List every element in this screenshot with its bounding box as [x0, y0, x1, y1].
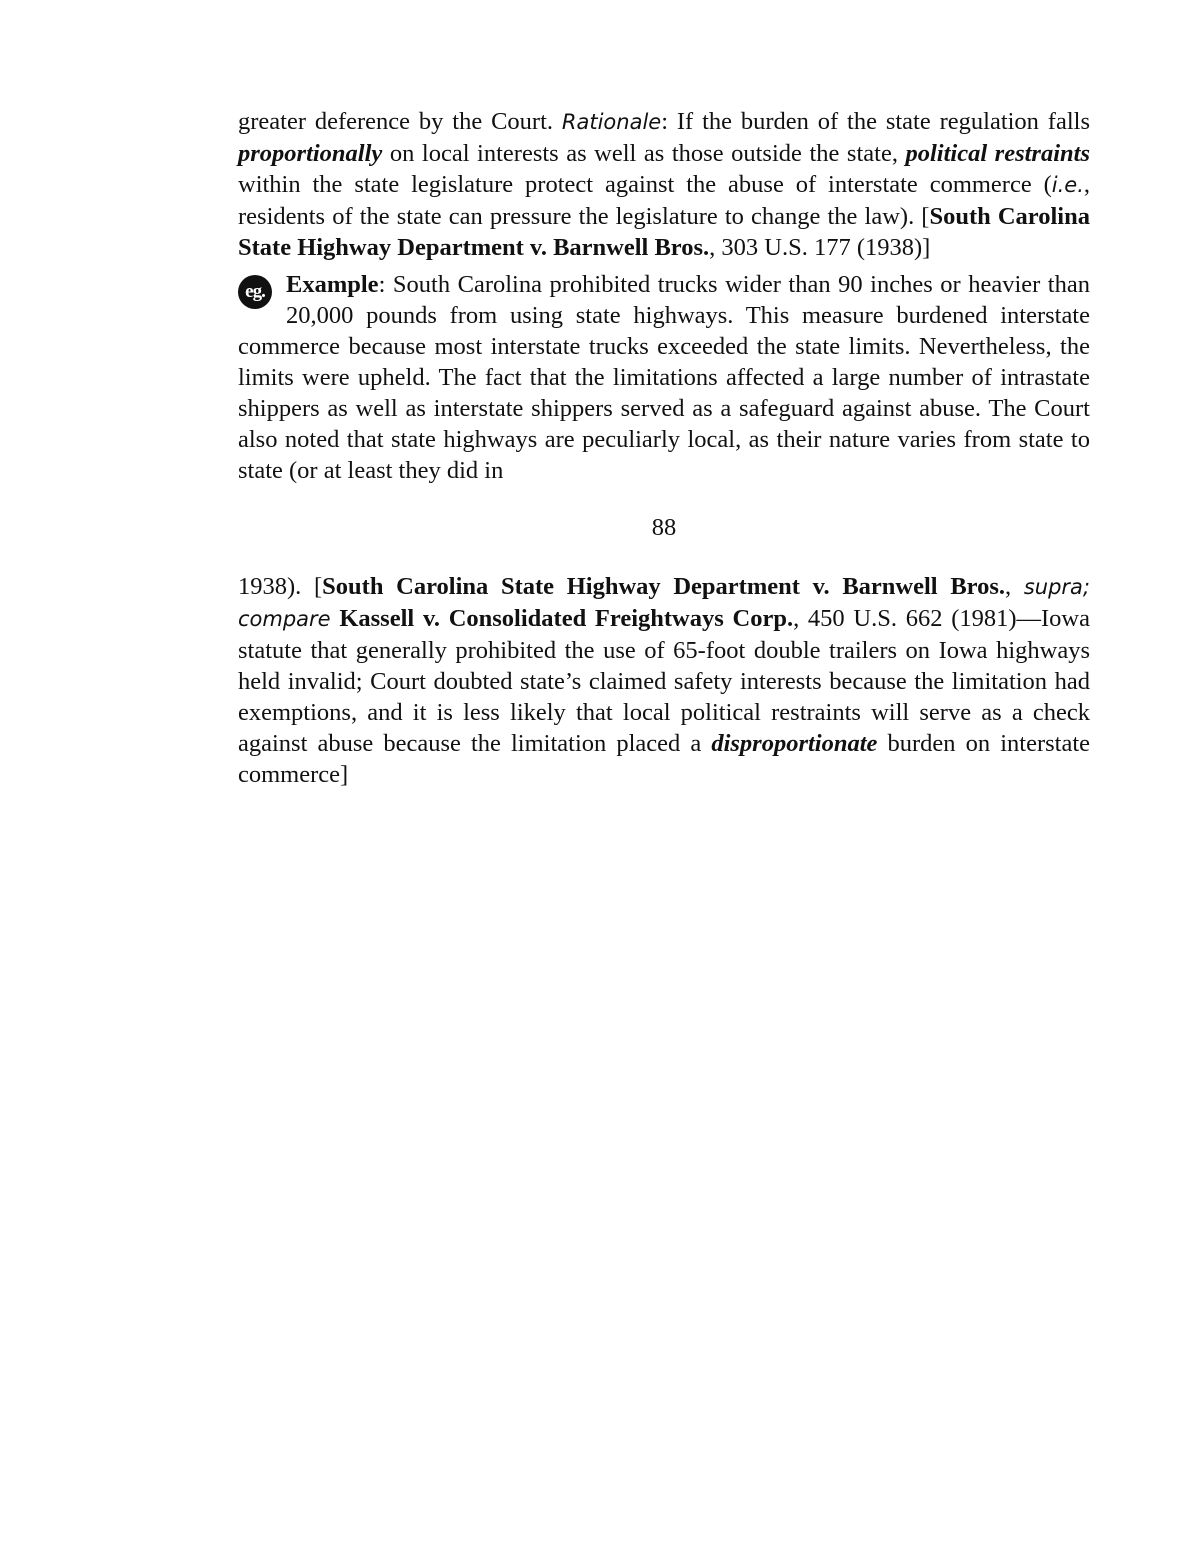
continuation-paragraph: [238, 571, 1090, 790]
text-run: , 303 U.S. 177 (1938)]: [709, 234, 931, 261]
example-text: : South Carolina prohibited trucks wider than 90 inches or heavier than 20,000 pounds from using state highways. This measure burdened interstate commerce because most interstate trucks exceeded the state limits. Nevertheless, the limits were upheld. The fact that the limitations affected a large number of intrastate shippers as well as interstate shippers served as a safeguard against abuse. The Court also noted that state highways are peculiarly local, as their nature varies from state to state (or at least they did in: [238, 271, 1090, 484]
text-run: on local interests as well as those outside the state,: [382, 140, 906, 167]
example-label: Example: [286, 271, 379, 298]
text-run: within the state legislature protect against the abuse of interstate commerce (: [238, 171, 1052, 198]
text-run: burden on interstate commerce]: [238, 730, 1091, 788]
text-run: 1938). [: [238, 573, 323, 600]
text-run: , residents of the state can pressure the legislature to change the law). [: [238, 171, 1090, 230]
case-citation-kassell: Kassell v. Consolidated Freightways Corp.: [339, 605, 794, 632]
emphasis-proportionally: proportionally: [238, 140, 383, 167]
rationale-paragraph: [238, 106, 1090, 263]
text-run: ,: [1005, 573, 1024, 600]
text-run: , 450 U.S. 662 (1981)—Iowa statute that generally prohibited the use of 65-foot double trailers on Iowa highways held invalid; Court doubted state’s claimed safety interests because the limitation had exemptions, and it is less likely that local political restraints will serve as a check against abuse because the limitation placed a: [238, 605, 1090, 757]
rationale-label: Rationale: [561, 110, 662, 134]
text-run: greater deference by the Court.: [238, 108, 562, 135]
example-paragraph: [238, 269, 1090, 486]
document-page: [238, 106, 1090, 790]
case-citation-barnwell: South Carolina State Highway Department v. Barnwell Bros.: [238, 203, 1090, 261]
example-block: [238, 269, 1090, 486]
text-run: : If the burden of the state regulation falls: [661, 108, 1090, 135]
ie-abbreviation: i.e.: [1051, 173, 1084, 197]
case-citation-barnwell: South Carolina State Highway Department v. Barnwell Bros.: [322, 573, 1005, 600]
supra-compare-signal: supra; compare: [238, 575, 1090, 631]
page-number: 88: [651, 514, 677, 541]
emphasis-disproportionate: disproportionate: [711, 730, 878, 757]
example-icon: eg.: [238, 275, 272, 309]
emphasis-political-restraints: political restraints: [905, 140, 1090, 167]
